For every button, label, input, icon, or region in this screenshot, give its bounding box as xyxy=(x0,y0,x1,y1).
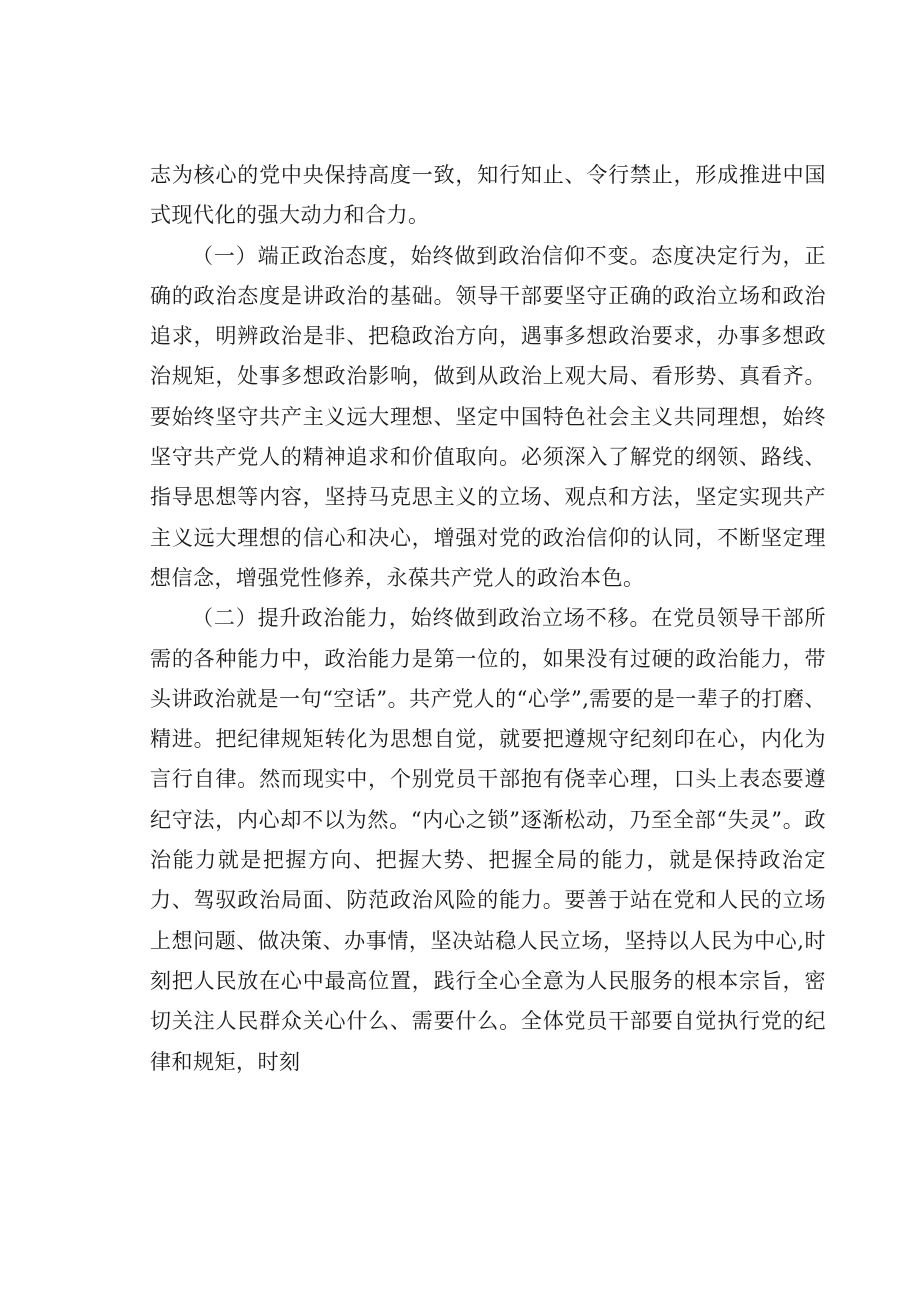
paragraph-political-ability: （二）提升政治能力，始终做到政治立场不移。在党员领导干部所需的各种能力中，政治能力是第一位的，如果没有过硬的政治能力，带头讲政治就是一句“空话”。共产党人的“心学”,需要的是一辈子的打磨、精进。把纪律规矩转化为思想自觉，就要把遵规守纪刻印在心，内化为言行自律。然而现实中，个别党员干部抱有侥幸心理，口头上表态要遵纪守法，内心却不以为然。“内心之锁”逐渐松动，乃至全部“失灵”。政治能力就是把握方向、把握大势、把握全局的能力，就是保持政治定力、驾驭政治局面、防范政治风险的能力。要善于站在党和人民的立场上想问题、做决策、办事情，坚决站稳人民立场，坚持以人民为中心,时刻把人民放在心中最高位置，践行全心全意为人民服务的根本宗旨，密切关注人民群众关心什么、需要什么。全体党员干部要自觉执行党的纪律和规矩，时刻 xyxy=(150,606,826,1074)
body-text xyxy=(150,155,826,1082)
paragraph-continuation: 志为核心的党中央保持高度一致，知行知止、令行禁止，形成推进中国式现代化的强大动力和合力。 xyxy=(150,163,826,228)
paragraph-political-attitude: （一）端正政治态度，始终做到政治信仰不变。态度决定行为，正确的政治态度是讲政治的基础。领导干部要坚守正确的政治立场和政治追求，明辨政治是非、把稳政治方向，遇事多想政治要求，办事多想政治规矩，处事多想政治影响，做到从政治上观大局、看形势、真看齐。要始终坚守共产主义远大理想、坚定中国特色社会主义共同理想，始终坚守共产党人的精神追求和价值取向。必须深入了解党的纲领、路线、指导思想等内容，坚持马克思主义的立场、观点和方法，坚定实现共产主义远大理想的信心和决心，增强对党的政治信仰的认同，不断坚定理想信念，增强党性修养，永葆共产党人的政治本色。 xyxy=(150,243,826,590)
